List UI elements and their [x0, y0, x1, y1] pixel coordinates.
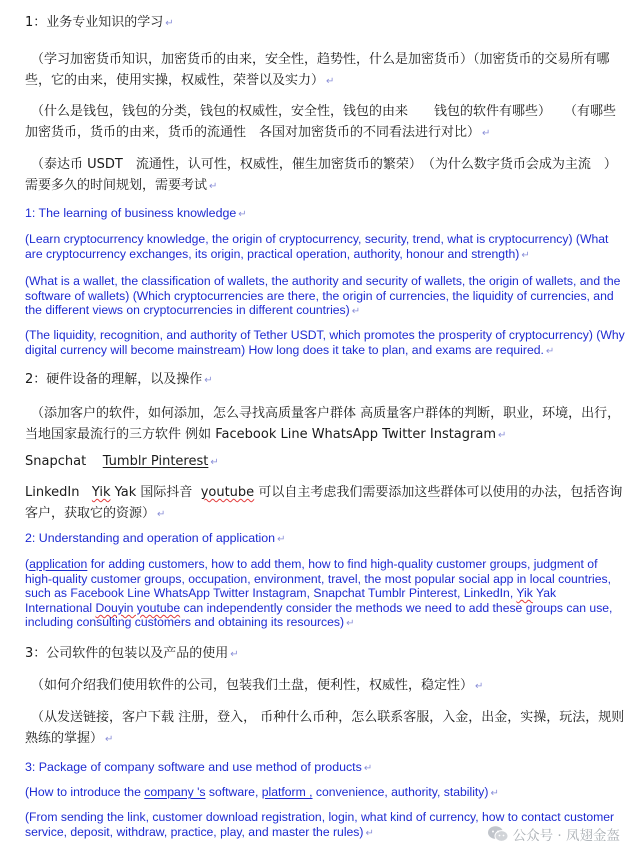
section-2-zh-paragraph: LinkedIn Yik Yak 国际抖音 youtube 可以自主考虑我们需要添加这些群体可以使用的办法，包括咨询客户，获取它的资源） ↵: [25, 485, 623, 521]
section-1-en-paragraph: (The liquidity, recognition, and authority of Tether USDT, which promotes the prosperity of cryptocurrency) (Why digital currency will become mainstream) How long does it take to plan, and exams are required. ↵: [25, 328, 625, 357]
section-3-zh-paragraph: （从发送链接，客户下载 注册，登入， 币种什么币种，怎么联系客服，入金，出金，实操，玩法，规则熟练的掌握） ↵: [25, 710, 625, 746]
section-1-zh-paragraph: （泰达币 USDT 流通性，认可性，权威性，催生加密货币的繁荣） （为什么数字货币会成为主流 ） 需要多久的时间规划，需要考试 ↵: [25, 157, 624, 193]
section-1-en-paragraph: (Learn cryptocurrency knowledge, the origin of cryptocurrency, security, trend, what is cryptocurrency) (What are cryptocurrency exchanges, its origin, practical operation, authority, honour and strength) ↵: [25, 232, 609, 261]
section-2-zh-heading: 2：硬件设备的理解，以及操作 ↵: [25, 372, 213, 387]
section-2-en-paragraph: (application for adding customers, how to add them, how to find high-quality customer groups, judgment of high-quality customer groups, occupation, environment, travel, the most popular social app in local countries, such as Facebook Line WhatsApp Twitter Instagram, Snapchat Tumblr Pinterest, LinkedIn, Yik Yak International Douyin youtube can independently consider the methods we need to add these groups can use, including consulting customers and obtaining its resources) ↵: [25, 557, 613, 630]
watermark-text: 公众号 · 凤翅金盔: [512, 828, 620, 844]
section-2-zh-paragraph: （添加客户的软件，如何添加，怎么寻找高质量客户群体 高质量客户群体的判断，职业，环境，出行，当地国家最流行的三方软件 例如 Facebook Line WhatsApp Twitter Instagram ↵: [25, 406, 621, 442]
section-2-en-heading: 2: Understanding and operation of application ↵: [25, 531, 286, 545]
section-3-en-paragraph: (From sending the link, customer download registration, login, what kind of currency, how to contact customer service, deposit, withdraw, practice, play, and master the rules) ↵: [25, 810, 615, 839]
section-1-zh-heading: 1：业务专业知识的学习 ↵: [25, 15, 174, 30]
section-3-zh-heading: 3：公司软件的包装以及产品的使用 ↵: [25, 646, 239, 661]
section-1-en-heading: 1: The learning of business knowledge ↵: [25, 206, 247, 220]
section-1-zh-paragraph: （学习加密货币知识，加密货币的由来，安全性，趋势性，什么是加密货币）（加密货币的交易所有哪些，它的由来，使用实操，权威性，荣誉以及实力） ↵: [25, 52, 610, 88]
section-3-en-heading: 3: Package of company software and use method of products ↵: [25, 760, 373, 774]
section-3-en-paragraph: (How to introduce the company 's software, platform , convenience, authority, stability) ↵: [25, 785, 499, 799]
watermark: [487, 824, 620, 844]
section-2-zh-apps-line: Snapchat Tumblr Pinterest ↵: [25, 454, 219, 469]
section-1-zh-paragraph: （什么是钱包，钱包的分类，钱包的权威性，安全性，钱包的由来 钱包的软件有哪些） （有哪些加密货币，货币的由来，货币的流通性 各国对加密货币的不同看法进行对比） ↵: [25, 104, 617, 140]
section-3-zh-paragraph: （如何介绍我们使用软件的公司，包装我们土盘，便利性，权威性，稳定性） ↵: [31, 678, 484, 693]
wechat-icon: [487, 825, 509, 843]
section-1-en-paragraph: (What is a wallet, the classification of wallets, the authority and security of wallets, the origin of wallets, and the software of wallets) (Which cryptocurrencies are there, the origin of currencies, the liquidity of currencies, and the different views on cryptocurrencies in different countries) ↵: [25, 274, 621, 318]
